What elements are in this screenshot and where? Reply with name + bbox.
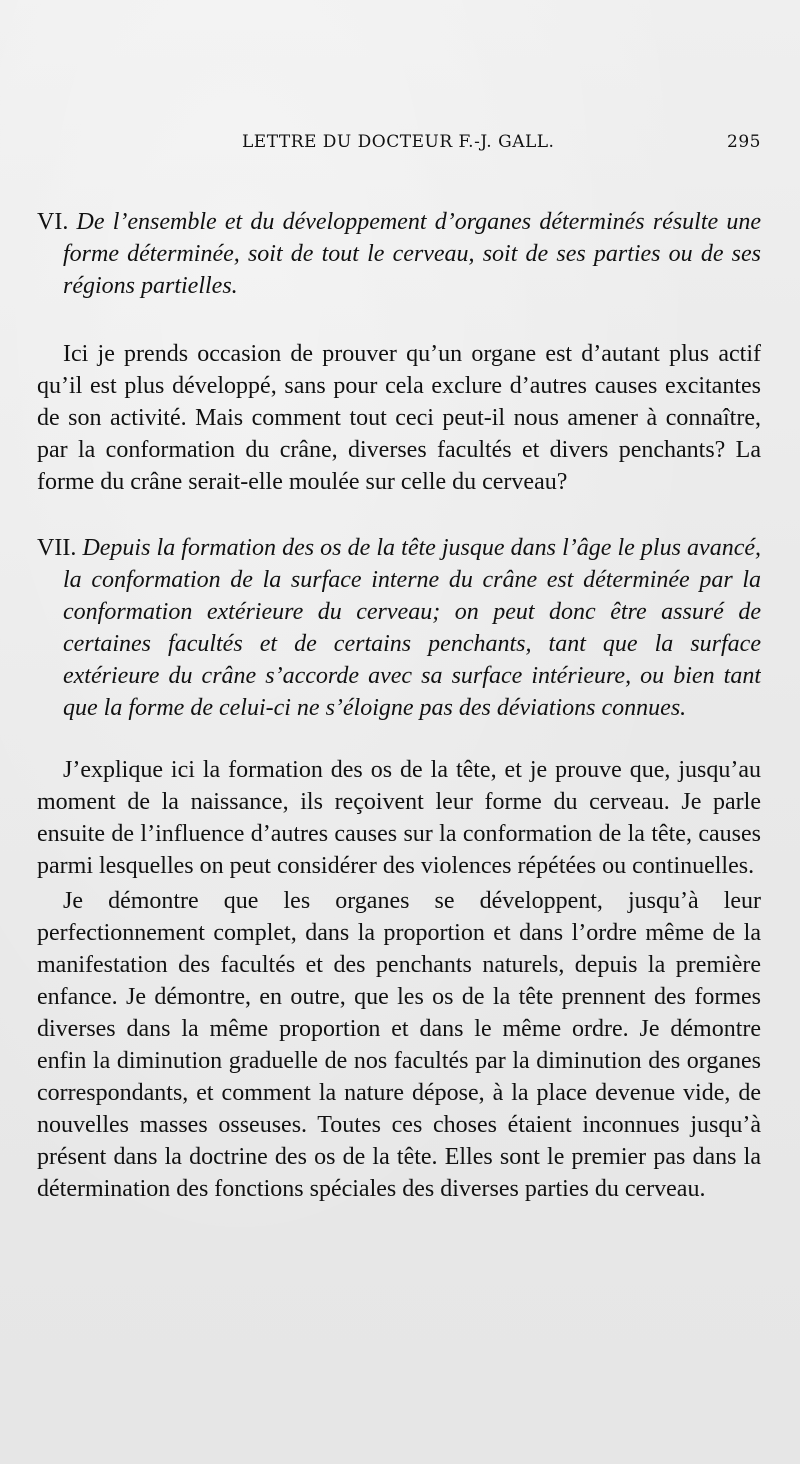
section-title: Depuis la formation des os de la tête jusque dans l’âge le plus avancé, la conformation de la surface interne du crâne est déterminée par la conformation extérieure du cerveau; on peut donc être assuré de certaines facultés et de certains penchants, tant que la surface extérieure du crâne s’accorde avec sa surface intérieure, ou bien tant que la forme de celui-ci ne s’éloigne pas des déviations connues. [63,535,761,721]
page-number: 295 [727,132,761,152]
running-title: LETTRE DU DOCTEUR F.-J. GALL. [242,132,555,152]
paragraph: Ici je prends occasion de prouver qu’un organe est d’autant plus actif qu’il est plus développé, sans pour cela exclure d’autres causes excitantes de son activité. Mais comment tout ceci peut-il nous amener à connaître, par la conformation du crâne, diverses facultés et divers penchants? La forme du crâne serait-elle moulée sur celle du cerveau? [37,341,761,495]
section-heading-vii [37,532,761,724]
section-title: De l’ensemble et du développement d’organes déterminés résulte une forme déterminée, soit de tout le cerveau, soit de ses parties ou de ses régions partielles. [63,209,761,299]
running-head [37,132,761,160]
page-content [37,132,761,1432]
section-number: VII. [37,535,77,561]
paragraph: J’explique ici la formation des os de la tête, et je prouve que, jusqu’au moment de la naissance, ils reçoivent leur forme du cerveau. Je parle ensuite de l’influence d’autres causes sur la conformation de la tête, causes parmi lesquelles on peut considérer des violences répétées ou continuelles. [37,757,761,879]
paragraph: Je démontre que les organes se développent, jusqu’à leur perfectionnement complet, dans la proportion et dans l’ordre même de la manifestation des facultés et des penchants naturels, depuis la première enfance. Je démontre, en outre, que les os de la tête prennent des formes diverses dans la même proportion et dans le même ordre. Je démontre enfin la diminution graduelle de nos facultés par la diminution des organes correspondants, et comment la nature dépose, à la place devenue vide, de nouvelles masses osseuses. Toutes ces choses étaient inconnues jusqu’à présent dans la doctrine des os de la tête. Elles sont le premier pas dans la détermination des fonctions spéciales des diverses parties du cerveau. [37,888,761,1202]
section-heading-vi [37,206,761,302]
section-number: VI. [37,209,69,235]
